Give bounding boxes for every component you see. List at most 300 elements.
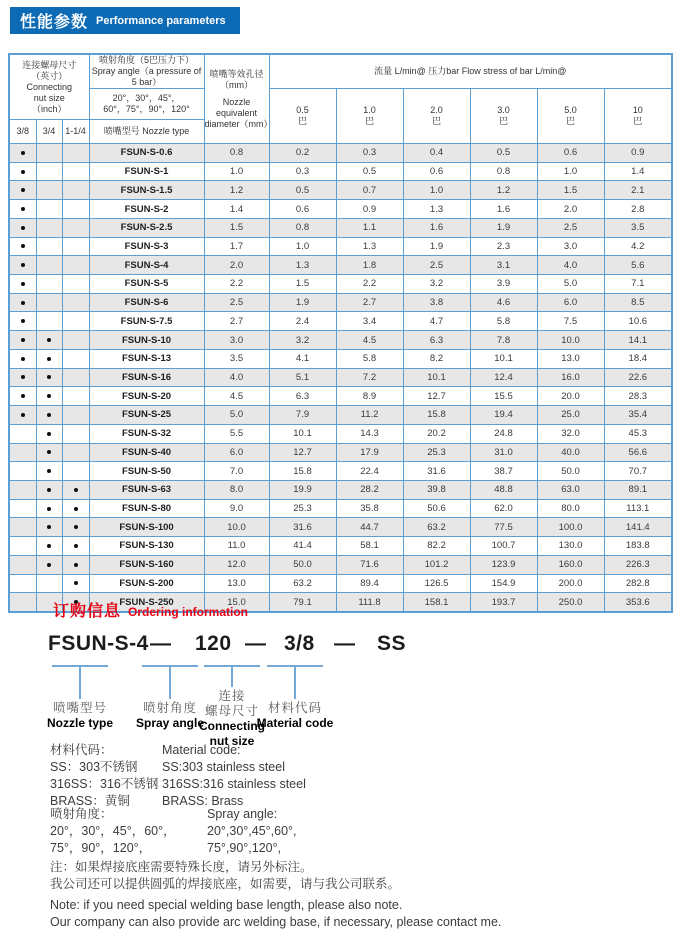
nut-size-dot-cell-3/8 — [9, 480, 36, 499]
nozzle-type-cell: FSUN-S-1 — [89, 162, 204, 181]
performance-table-body — [9, 144, 672, 612]
flow-value-cell: 2.2 — [336, 275, 403, 294]
flow-value-cell: 1.0 — [403, 181, 470, 200]
nut-size-dot-cell-3/4 — [36, 518, 62, 537]
flow-value-cell: 25.3 — [269, 499, 336, 518]
pressure-value: 0.5 — [296, 105, 309, 115]
table-row — [9, 312, 672, 331]
nut-size-dot-cell-1-1/4 — [62, 293, 89, 312]
flow-value-cell: 22.6 — [604, 368, 672, 387]
nut-size-dot-cell-3/4 — [36, 293, 62, 312]
flow-value-cell: 3.0 — [537, 237, 604, 256]
flow-value-cell: 353.6 — [604, 593, 672, 612]
nut-size-dot-cell-1-1/4 — [62, 480, 89, 499]
nut-size-dot-cell-3/8 — [9, 518, 36, 537]
table-row — [9, 480, 672, 499]
flow-value-cell: 15.5 — [470, 387, 537, 406]
nut-size-dot-cell-1-1/4 — [62, 331, 89, 350]
header-pressure-5bar — [537, 89, 604, 144]
connector-stem — [79, 667, 81, 699]
flow-value-cell: 48.8 — [470, 480, 537, 499]
flow-value-cell: 0.3 — [269, 162, 336, 181]
nut-size-dot-cell-3/4 — [36, 368, 62, 387]
nozzle-type-cell: FSUN-S-250 — [89, 593, 204, 612]
flow-value-cell: 22.4 — [336, 462, 403, 481]
availability-dot-icon — [21, 207, 25, 211]
nut-size-dot-cell-3/8 — [9, 499, 36, 518]
nut-size-dot-cell-3/8 — [9, 537, 36, 556]
flow-value-cell: 160.0 — [537, 555, 604, 574]
nut-size-dot-cell-3/4 — [36, 574, 62, 593]
equivalent-diameter-cell: 11.0 — [204, 537, 269, 556]
flow-value-cell: 31.6 — [269, 518, 336, 537]
code-separator-dash: — — [334, 632, 356, 655]
table-row — [9, 331, 672, 350]
notes-en: Note: if you need special welding base length, please also note. Our company can also provide arc welding base, if necessary, please contact me. — [50, 898, 502, 929]
pressure-value: 2.0 — [430, 105, 443, 115]
availability-dot-icon — [21, 413, 25, 417]
material-code-zh: 材料代码： SS：303不锈钢 316SS：316不锈钢 BRASS：黄铜 — [50, 743, 159, 808]
flow-value-cell: 111.8 — [336, 593, 403, 612]
nozzle-type-cell: FSUN-S-2 — [89, 200, 204, 219]
nozzle-type-cell: FSUN-S-160 — [89, 555, 204, 574]
flow-value-cell: 0.6 — [537, 144, 604, 163]
label-connecting-nut-size — [199, 689, 265, 749]
flow-value-cell: 0.8 — [470, 162, 537, 181]
code-part-material-code: SS — [377, 632, 407, 655]
nut-size-dot-cell-1-1/4 — [62, 518, 89, 537]
nut-size-dot-cell-3/4 — [36, 237, 62, 256]
flow-value-cell: 7.9 — [269, 406, 336, 425]
nut-size-dot-cell-3/8 — [9, 181, 36, 200]
flow-value-cell: 123.9 — [470, 555, 537, 574]
header-spray-angle: 喷射角度（5巴压力下） Spray angle（a pressure of 5 bar） — [89, 54, 204, 89]
nut-size-dot-cell-3/4 — [36, 406, 62, 425]
nut-size-dot-cell-3/4 — [36, 349, 62, 368]
nut-size-dot-cell-3/8 — [9, 293, 36, 312]
table-row — [9, 144, 672, 163]
flow-value-cell: 4.2 — [604, 237, 672, 256]
nut-size-dot-cell-3/8 — [9, 275, 36, 294]
header-pressure-1bar — [336, 89, 403, 144]
flow-value-cell: 63.2 — [403, 518, 470, 537]
flow-value-cell: 0.3 — [336, 144, 403, 163]
flow-value-cell: 4.1 — [269, 349, 336, 368]
availability-dot-icon — [21, 319, 25, 323]
flow-value-cell: 0.4 — [403, 144, 470, 163]
nut-size-dot-cell-1-1/4 — [62, 555, 89, 574]
equivalent-diameter-cell: 5.0 — [204, 406, 269, 425]
availability-dot-icon — [74, 581, 78, 585]
flow-value-cell: 10.1 — [403, 368, 470, 387]
performance-parameters-title-bar — [10, 7, 240, 34]
page-title-zh: 性能参数 — [20, 14, 89, 31]
flow-value-cell: 25.0 — [537, 406, 604, 425]
flow-value-cell: 1.0 — [269, 237, 336, 256]
flow-value-cell: 38.7 — [470, 462, 537, 481]
performance-table — [8, 53, 673, 613]
nut-size-dot-cell-3/4 — [36, 499, 62, 518]
nut-size-dot-cell-1-1/4 — [62, 368, 89, 387]
flow-value-cell: 56.6 — [604, 443, 672, 462]
equivalent-diameter-cell: 1.7 — [204, 237, 269, 256]
table-row — [9, 462, 672, 481]
header-pressure-2bar — [403, 89, 470, 144]
flow-value-cell: 250.0 — [537, 593, 604, 612]
nozzle-type-cell: FSUN-S-100 — [89, 518, 204, 537]
flow-value-cell: 12.7 — [403, 387, 470, 406]
equivalent-diameter-cell: 10.0 — [204, 518, 269, 537]
label-material-code-en: Material code — [256, 716, 334, 730]
nut-size-dot-cell-3/8 — [9, 349, 36, 368]
ordering-heading-en: Ordering information — [128, 605, 249, 619]
flow-value-cell: 1.4 — [604, 162, 672, 181]
label-nozzle-type-en: Nozzle type — [46, 716, 114, 730]
nut-size-dot-cell-3/4 — [36, 256, 62, 275]
flow-value-cell: 50.6 — [403, 499, 470, 518]
table-row — [9, 387, 672, 406]
flow-value-cell: 10.6 — [604, 312, 672, 331]
nut-size-dot-cell-3/8 — [9, 200, 36, 219]
nut-size-dot-cell-3/4 — [36, 218, 62, 237]
nut-size-dot-cell-1-1/4 — [62, 181, 89, 200]
availability-dot-icon — [47, 338, 51, 342]
nut-size-dot-cell-3/8 — [9, 387, 36, 406]
availability-dot-icon — [21, 338, 25, 342]
nut-size-dot-cell-1-1/4 — [62, 237, 89, 256]
nut-size-dot-cell-1-1/4 — [62, 349, 89, 368]
flow-value-cell: 1.1 — [336, 218, 403, 237]
label-nozzle-type-zh: 喷嘴型号 — [52, 701, 108, 715]
connector-stem — [294, 667, 296, 699]
nut-size-dot-cell-1-1/4 — [62, 162, 89, 181]
equivalent-diameter-cell: 1.2 — [204, 181, 269, 200]
material-code-en: Material code: SS:303 stainless steel 316SS:316 stainless steel BRASS: Brass — [162, 743, 306, 808]
nut-size-dot-cell-3/8 — [9, 218, 36, 237]
header-pressure-0.5bar — [269, 89, 336, 144]
equivalent-diameter-cell: 2.0 — [204, 256, 269, 275]
flow-value-cell: 14.3 — [336, 424, 403, 443]
table-row — [9, 237, 672, 256]
flow-value-cell: 62.0 — [470, 499, 537, 518]
availability-dot-icon — [21, 263, 25, 267]
equivalent-diameter-cell: 12.0 — [204, 555, 269, 574]
table-row — [9, 200, 672, 219]
availability-dot-icon — [47, 357, 51, 361]
label-connecting-nut-size-zh: 连接 螺母尺寸 — [204, 689, 259, 718]
table-row — [9, 368, 672, 387]
label-connecting-nut-size-en: Connecting nut size — [199, 719, 265, 748]
flow-value-cell: 3.5 — [604, 218, 672, 237]
flow-value-cell: 58.1 — [336, 537, 403, 556]
availability-dot-icon — [47, 488, 51, 492]
availability-dot-icon — [21, 226, 25, 230]
flow-value-cell: 7.8 — [470, 331, 537, 350]
nut-size-dot-cell-1-1/4 — [62, 499, 89, 518]
flow-value-cell: 200.0 — [537, 574, 604, 593]
equivalent-diameter-cell: 4.5 — [204, 387, 269, 406]
flow-value-cell: 126.5 — [403, 574, 470, 593]
flow-value-cell: 8.2 — [403, 349, 470, 368]
pressure-unit: 巴 — [298, 116, 308, 126]
pressure-value: 1.0 — [363, 105, 376, 115]
table-row — [9, 181, 672, 200]
table-row — [9, 218, 672, 237]
nut-size-dot-cell-3/8 — [9, 162, 36, 181]
flow-value-cell: 25.3 — [403, 443, 470, 462]
availability-dot-icon — [47, 544, 51, 548]
flow-value-cell: 8.9 — [336, 387, 403, 406]
availability-dot-icon — [74, 525, 78, 529]
flow-value-cell: 2.4 — [269, 312, 336, 331]
pressure-value: 10 — [632, 105, 643, 115]
nozzle-type-cell: FSUN-S-80 — [89, 499, 204, 518]
header-diameter-zh: 喷嘴等效孔径 （mm） — [209, 68, 264, 90]
pressure-unit: 巴 — [432, 116, 442, 126]
flow-value-cell: 63.2 — [269, 574, 336, 593]
table-row — [9, 555, 672, 574]
flow-value-cell: 3.8 — [403, 293, 470, 312]
flow-value-cell: 77.5 — [470, 518, 537, 537]
label-spray-angle-zh: 喷射角度 — [142, 701, 197, 715]
nut-size-dot-cell-3/4 — [36, 162, 62, 181]
label-spray-angle-en: Spray angle — [135, 716, 205, 730]
availability-dot-icon — [47, 375, 51, 379]
nut-size-dot-cell-1-1/4 — [62, 537, 89, 556]
flow-value-cell: 183.8 — [604, 537, 672, 556]
flow-value-cell: 0.9 — [336, 200, 403, 219]
pressure-value: 5.0 — [564, 105, 577, 115]
flow-value-cell: 0.5 — [470, 144, 537, 163]
flow-value-cell: 6.3 — [269, 387, 336, 406]
nut-size-dot-cell-3/8 — [9, 406, 36, 425]
availability-dot-icon — [47, 469, 51, 473]
page-title-en: Performance parameters — [96, 14, 226, 27]
table-row — [9, 256, 672, 275]
nut-size-dot-cell-3/8 — [9, 462, 36, 481]
nut-size-dot-cell-3/8 — [9, 312, 36, 331]
flow-value-cell: 79.1 — [269, 593, 336, 612]
nut-size-dot-cell-3/8 — [9, 424, 36, 443]
flow-value-cell: 100.7 — [470, 537, 537, 556]
table-row — [9, 162, 672, 181]
table-row — [9, 349, 672, 368]
nut-size-dot-cell-3/8 — [9, 593, 36, 612]
nut-size-dot-cell-3/4 — [36, 387, 62, 406]
flow-value-cell: 28.3 — [604, 387, 672, 406]
table-row — [9, 443, 672, 462]
flow-value-cell: 10.0 — [537, 331, 604, 350]
flow-value-cell: 89.1 — [604, 480, 672, 499]
nut-size-dot-cell-1-1/4 — [62, 574, 89, 593]
availability-dot-icon — [47, 394, 51, 398]
label-spray-angle — [136, 701, 204, 731]
nut-size-dot-cell-3/8 — [9, 574, 36, 593]
nut-size-dot-cell-3/4 — [36, 312, 62, 331]
equivalent-diameter-cell: 1.0 — [204, 162, 269, 181]
equivalent-diameter-cell: 2.5 — [204, 293, 269, 312]
flow-value-cell: 2.1 — [604, 181, 672, 200]
code-separator-dash: — — [150, 632, 172, 655]
flow-value-cell: 5.8 — [336, 349, 403, 368]
nozzle-type-cell: FSUN-S-3 — [89, 237, 204, 256]
flow-value-cell: 2.7 — [336, 293, 403, 312]
header-pressure-3bar — [470, 89, 537, 144]
flow-value-cell: 70.7 — [604, 462, 672, 481]
availability-dot-icon — [47, 450, 51, 454]
nozzle-type-cell: FSUN-S-200 — [89, 574, 204, 593]
nozzle-type-cell: FSUN-S-6 — [89, 293, 204, 312]
flow-value-cell: 0.6 — [269, 200, 336, 219]
nut-size-dot-cell-3/4 — [36, 537, 62, 556]
pressure-value: 3.0 — [497, 105, 510, 115]
pressure-unit: 巴 — [499, 116, 509, 126]
flow-value-cell: 82.2 — [403, 537, 470, 556]
header-nozzle-type: 喷嘴型号 Nozzle type — [89, 120, 204, 144]
nut-size-dot-cell-3/4 — [36, 443, 62, 462]
availability-dot-icon — [21, 394, 25, 398]
flow-value-cell: 1.0 — [537, 162, 604, 181]
ordering-code-diagram — [0, 632, 679, 750]
availability-dot-icon — [47, 563, 51, 567]
availability-dot-icon — [21, 188, 25, 192]
flow-value-cell: 31.6 — [403, 462, 470, 481]
flow-value-cell: 1.5 — [537, 181, 604, 200]
header-pressure-10bar — [604, 89, 672, 144]
flow-value-cell: 50.0 — [537, 462, 604, 481]
flow-value-cell: 44.7 — [336, 518, 403, 537]
nut-size-dot-cell-3/8 — [9, 237, 36, 256]
flow-value-cell: 0.5 — [336, 162, 403, 181]
connector-stem — [231, 667, 233, 687]
code-part-spray-angle: 120 — [195, 632, 232, 655]
nut-size-dot-cell-3/8 — [9, 555, 36, 574]
flow-value-cell: 31.0 — [470, 443, 537, 462]
nut-size-dot-cell-3/4 — [36, 144, 62, 163]
header-nozzle-equivalent-diameter — [204, 54, 273, 144]
availability-dot-icon — [47, 432, 51, 436]
flow-value-cell: 130.0 — [537, 537, 604, 556]
flow-value-cell: 2.5 — [537, 218, 604, 237]
equivalent-diameter-cell: 3.0 — [204, 331, 269, 350]
nut-size-dot-cell-1-1/4 — [62, 462, 89, 481]
nut-size-dot-cell-3/8 — [9, 256, 36, 275]
label-material-code — [257, 701, 334, 731]
flow-value-cell: 5.1 — [269, 368, 336, 387]
nozzle-type-cell: FSUN-S-5 — [89, 275, 204, 294]
connector-stem — [169, 667, 171, 699]
flow-value-cell: 282.8 — [604, 574, 672, 593]
nut-size-dot-cell-1-1/4 — [62, 275, 89, 294]
availability-dot-icon — [47, 525, 51, 529]
flow-value-cell: 20.2 — [403, 424, 470, 443]
flow-value-cell: 8.5 — [604, 293, 672, 312]
pressure-unit: 巴 — [365, 116, 375, 126]
flow-value-cell: 35.4 — [604, 406, 672, 425]
nut-size-dot-cell-3/4 — [36, 480, 62, 499]
flow-value-cell: 1.5 — [269, 275, 336, 294]
flow-value-cell: 0.5 — [269, 181, 336, 200]
spray-angle-en: Spray angle: 20°,30°,45°,60°, 75°,90°,120°, — [207, 807, 297, 855]
availability-dot-icon — [21, 151, 25, 155]
equivalent-diameter-cell: 3.5 — [204, 349, 269, 368]
nozzle-type-cell: FSUN-S-1.5 — [89, 181, 204, 200]
nozzle-type-cell: FSUN-S-63 — [89, 480, 204, 499]
flow-value-cell: 113.1 — [604, 499, 672, 518]
nut-size-dot-cell-1-1/4 — [62, 312, 89, 331]
header-nut-3-8: 3/8 — [9, 120, 36, 144]
flow-value-cell: 3.9 — [470, 275, 537, 294]
flow-value-cell: 3.1 — [470, 256, 537, 275]
flow-value-cell: 100.0 — [537, 518, 604, 537]
nozzle-type-cell: FSUN-S-10 — [89, 331, 204, 350]
availability-dot-icon — [21, 282, 25, 286]
equivalent-diameter-cell: 9.0 — [204, 499, 269, 518]
flow-value-cell: 1.3 — [403, 200, 470, 219]
label-material-code-zh: 材料代码 — [267, 701, 323, 715]
flow-value-cell: 6.0 — [537, 293, 604, 312]
header-flow-title: 流量 L/min@ 压力bar Flow stress of bar L/min@ — [269, 54, 672, 89]
flow-value-cell: 80.0 — [537, 499, 604, 518]
flow-value-cell: 24.8 — [470, 424, 537, 443]
equivalent-diameter-cell: 2.7 — [204, 312, 269, 331]
equivalent-diameter-cell: 6.0 — [204, 443, 269, 462]
nut-size-dot-cell-1-1/4 — [62, 200, 89, 219]
flow-value-cell: 7.1 — [604, 275, 672, 294]
flow-value-cell: 1.3 — [336, 237, 403, 256]
pressure-unit: 巴 — [633, 116, 643, 126]
nut-size-dot-cell-3/4 — [36, 424, 62, 443]
pressure-unit: 巴 — [566, 116, 576, 126]
equivalent-diameter-cell: 15.0 — [204, 593, 269, 612]
table-row — [9, 518, 672, 537]
flow-value-cell: 71.6 — [336, 555, 403, 574]
nozzle-type-cell: FSUN-S-4 — [89, 256, 204, 275]
nut-size-dot-cell-3/8 — [9, 144, 36, 163]
flow-value-cell: 7.5 — [537, 312, 604, 331]
code-part-nut-size: 3/8 — [284, 632, 315, 655]
header-nut-3-4: 3/4 — [36, 120, 62, 144]
nut-size-dot-cell-3/4 — [36, 275, 62, 294]
flow-value-cell: 10.1 — [269, 424, 336, 443]
flow-value-cell: 28.2 — [336, 480, 403, 499]
equivalent-diameter-cell: 4.0 — [204, 368, 269, 387]
flow-value-cell: 226.3 — [604, 555, 672, 574]
nut-size-dot-cell-1-1/4 — [62, 424, 89, 443]
table-row — [9, 424, 672, 443]
flow-value-cell: 39.8 — [403, 480, 470, 499]
table-row — [9, 499, 672, 518]
availability-dot-icon — [21, 375, 25, 379]
flow-value-cell: 4.7 — [403, 312, 470, 331]
nut-size-dot-cell-3/8 — [9, 443, 36, 462]
flow-value-cell: 0.9 — [604, 144, 672, 163]
equivalent-diameter-cell: 0.8 — [204, 144, 269, 163]
flow-value-cell: 5.6 — [604, 256, 672, 275]
nozzle-type-cell: FSUN-S-130 — [89, 537, 204, 556]
nut-size-dot-cell-3/8 — [9, 368, 36, 387]
flow-value-cell: 40.0 — [537, 443, 604, 462]
flow-value-cell: 5.8 — [470, 312, 537, 331]
availability-dot-icon — [47, 413, 51, 417]
nut-size-dot-cell-1-1/4 — [62, 256, 89, 275]
availability-dot-icon — [74, 563, 78, 567]
flow-value-cell: 1.9 — [403, 237, 470, 256]
flow-value-cell: 0.6 — [403, 162, 470, 181]
table-row — [9, 293, 672, 312]
nozzle-type-cell: FSUN-S-2.5 — [89, 218, 204, 237]
flow-value-cell: 0.7 — [336, 181, 403, 200]
